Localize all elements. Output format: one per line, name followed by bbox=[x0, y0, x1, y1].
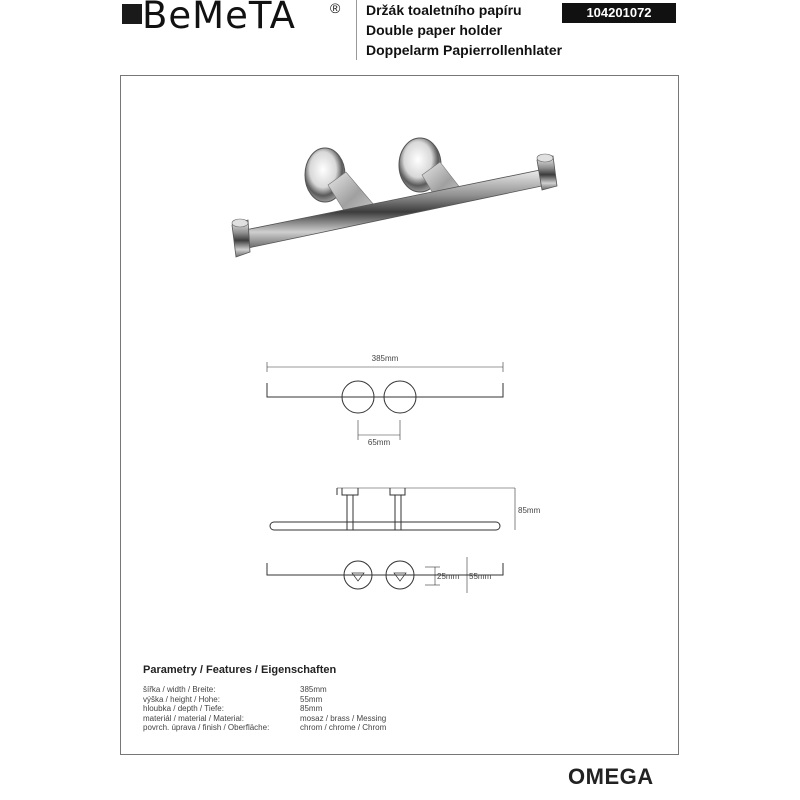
param-row: materiál / material / Material: mosaz / brass / Messing bbox=[143, 713, 387, 723]
holder-bar bbox=[245, 168, 556, 248]
technical-drawing bbox=[250, 345, 550, 605]
product-photo bbox=[200, 130, 570, 280]
series-name: OMEGA bbox=[568, 764, 654, 789]
title-de: Doppelarm Papierrollenhlater bbox=[366, 42, 563, 58]
param-row: hloubka / depth / Tiefe: 85mm bbox=[143, 704, 323, 713]
product-code: 104201072 bbox=[562, 3, 676, 23]
parameters-section bbox=[143, 664, 386, 733]
dim-rose-label: 25mm bbox=[437, 572, 460, 581]
param-row: povrch. úprava / finish / Oberfläche: chrom / chrome / Chrom bbox=[143, 723, 387, 732]
dim-width-label: 385mm bbox=[371, 354, 399, 363]
registered-mark: ® bbox=[330, 0, 341, 16]
header-divider bbox=[356, 0, 357, 60]
logo-square-mark bbox=[122, 4, 142, 24]
title-en: Double paper holder bbox=[366, 22, 503, 38]
dim-depth-label: 85mm bbox=[518, 506, 541, 515]
product-titles bbox=[366, 0, 562, 60]
param-row: šířka / width / Breite: 385mm bbox=[143, 685, 327, 694]
title-cz: Držák toaletního papíru bbox=[366, 2, 522, 18]
parameters-title: Parametry / Features / Eigenschaften bbox=[143, 664, 337, 676]
dim-spacing-label: 65mm bbox=[367, 438, 391, 447]
brand-logo: BeMeTA bbox=[142, 0, 296, 37]
dim-height-label: 55mm bbox=[469, 572, 492, 581]
param-row: výška / height / Hohe: 55mm bbox=[143, 694, 323, 704]
